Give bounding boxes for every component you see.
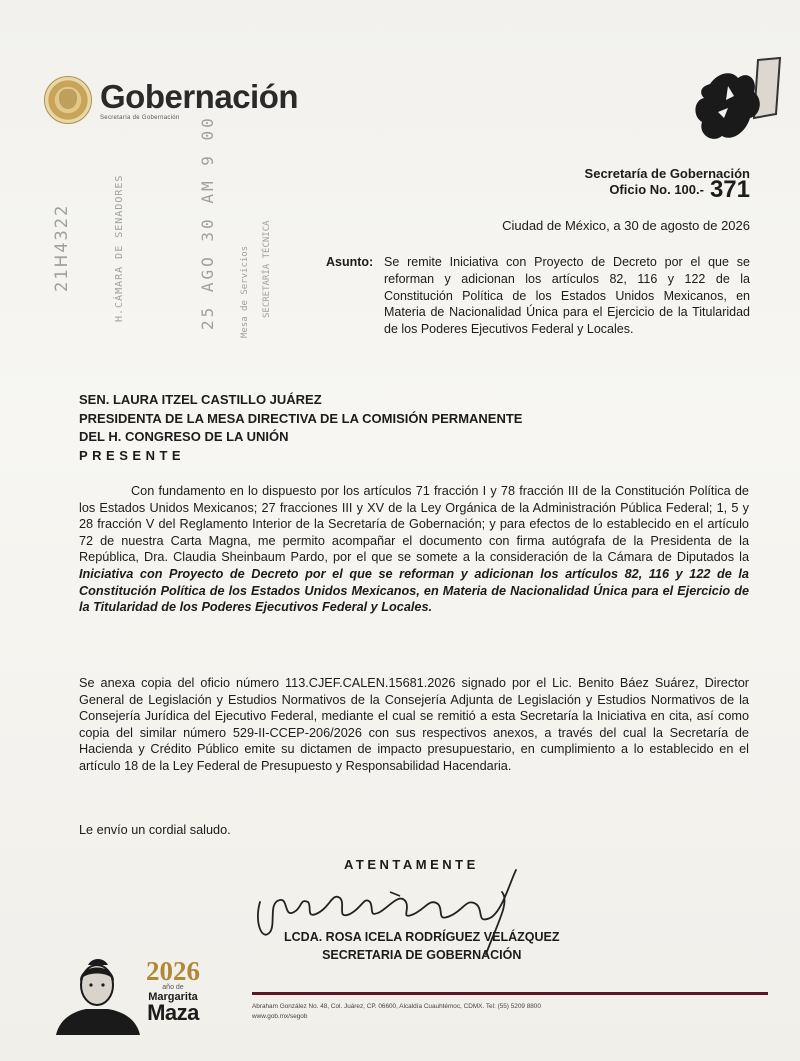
signer-block [284, 928, 559, 964]
footer-address-block [252, 1002, 541, 1022]
footer-divider [252, 992, 768, 995]
footer-address: Abraham González No. 48, Col. Juárez, CP. 06600, Alcaldía Cuauhtémoc, CDMX. Tel: (55) 5209 8800 [252, 1003, 541, 1010]
national-seal-icon [44, 76, 92, 124]
year-subtitle: año de [162, 984, 184, 991]
city-date: Ciudad de México, a 30 de agosto de 2026 [502, 218, 750, 233]
signer-name: LCDA. ROSA ICELA RODRÍGUEZ VELÁZQUEZ [284, 930, 560, 944]
asunto-text: Se remite Iniciativa con Proyecto de Decreto por el que se reforman y adicionan los artículos 82, 116 y 122 de la Constitución Política de los Estados Unidos Mexicanos, en Materia de Nacionalidad Única para el Ejercicio de la Titularidad de los Poderes Ejecutivos Federal y Locales. [384, 255, 750, 337]
oficio-label: Oficio No. 100.- [609, 182, 704, 197]
honoree-first-name: Margarita [148, 991, 198, 1003]
reception-stamp-date: 25 AGO 30 AM 9 00 [198, 115, 217, 330]
year-number: 2026 [146, 956, 200, 986]
reception-stamp-chamber: H.CÁMARA DE SENADORES [114, 174, 125, 322]
margarita-maza-portrait-icon [52, 955, 142, 1035]
asunto-block [326, 254, 750, 338]
dependency-name: Secretaría de Gobernación [584, 166, 750, 181]
logo-title: Gobernación [100, 77, 299, 115]
recipient-position: PRESIDENTA DE LA MESA DIRECTIVA DE LA COMISIÓN PERMANENTE [79, 410, 523, 426]
body-paragraph-1 [79, 483, 749, 616]
signer-title: SECRETARIA DE GOBERNACIÓN [322, 948, 522, 962]
reception-stamp-number: 21ᕼ4322 [52, 203, 72, 292]
recipient-name: SEN. LAURA ITZEL CASTILLO JUÁREZ [79, 392, 322, 407]
paragraph-1-text: Con fundamento en lo dispuesto por los artículos 71 fracción I y 78 fracción III de la Constitución Política de los Estados Unidos Mexicanos; 27 fracciones III y XV de la Ley Orgánica de la Administración Pública Federal; 1, 5 y 28 fracción V del Reglamento Interior de la Secretaría de Gobernación; y para efectos de lo establecido en el artículo 72 de nuestra Carta Magna, me permito acompañar el documento con firma autógrafa de la Presidenta de la República, Dra. Claudia Sheinbaum Pardo, por el que se somete a la consideración de la Cámara de Diputados la [79, 484, 749, 565]
reception-stamp-secretariat: SECRETARÍA TÉCNICA [262, 220, 272, 318]
asunto-label: Asunto: [326, 255, 374, 269]
recipient-presente: PRESENTE [79, 447, 186, 463]
flag-emblem-icon [688, 56, 782, 148]
year-badge [138, 958, 208, 1023]
recipient-block [79, 391, 522, 465]
closing-atentamente: ATENTAMENTE [344, 857, 479, 872]
honoree-last-name: Maza [147, 1000, 199, 1025]
gobernacion-logo [44, 76, 298, 124]
body-paragraph-3: Le envío un cordial saludo. [79, 823, 231, 837]
recipient-institution: DEL H. CONGRESO DE LA UNIÓN [79, 429, 289, 444]
logo-subtitle: Secretaría de Gobernación [100, 114, 180, 121]
paragraph-1-emphasis: Iniciativa con Proyecto de Decreto por el que se reforman y adicionan los artículos 82, 116 y 122 de la Constitución Política de los Estados Unidos Mexicanos, en Materia de Nacionalidad Única para el Ejercicio de la Titularidad de los Poderes Ejecutivos Federal y Locales. [79, 566, 749, 615]
oficio-number: 371 [709, 176, 750, 203]
reception-stamp-office: Mesa de Servicios [240, 245, 250, 338]
footer-website: www.gob.mx/segob [252, 1013, 308, 1020]
body-paragraph-2: Se anexa copia del oficio número 113.CJEF.CALEN.15681.2026 signado por el Lic. Benito Báez Suárez, Director General de Legislación y Estudios Normativos de la Consejería Adjunta de Legislación y Estudios Normativos de la Consejería Jurídica del Ejecutivo Federal, mediante el cual se remitió a esta Secretaría la Iniciativa en cita, así como copia del similar número 529-II-CCEP-206/2026 con sus respectivos anexos, a través del cual la Secretaría de Hacienda y Crédito Público emite su dictamen de impacto presupuestario, en cumplimiento a lo establecido en el artículo 18 de la Ley Federal de Presupuesto y Responsabilidad Hacendaria. [79, 676, 749, 773]
oficio-header [584, 166, 750, 203]
